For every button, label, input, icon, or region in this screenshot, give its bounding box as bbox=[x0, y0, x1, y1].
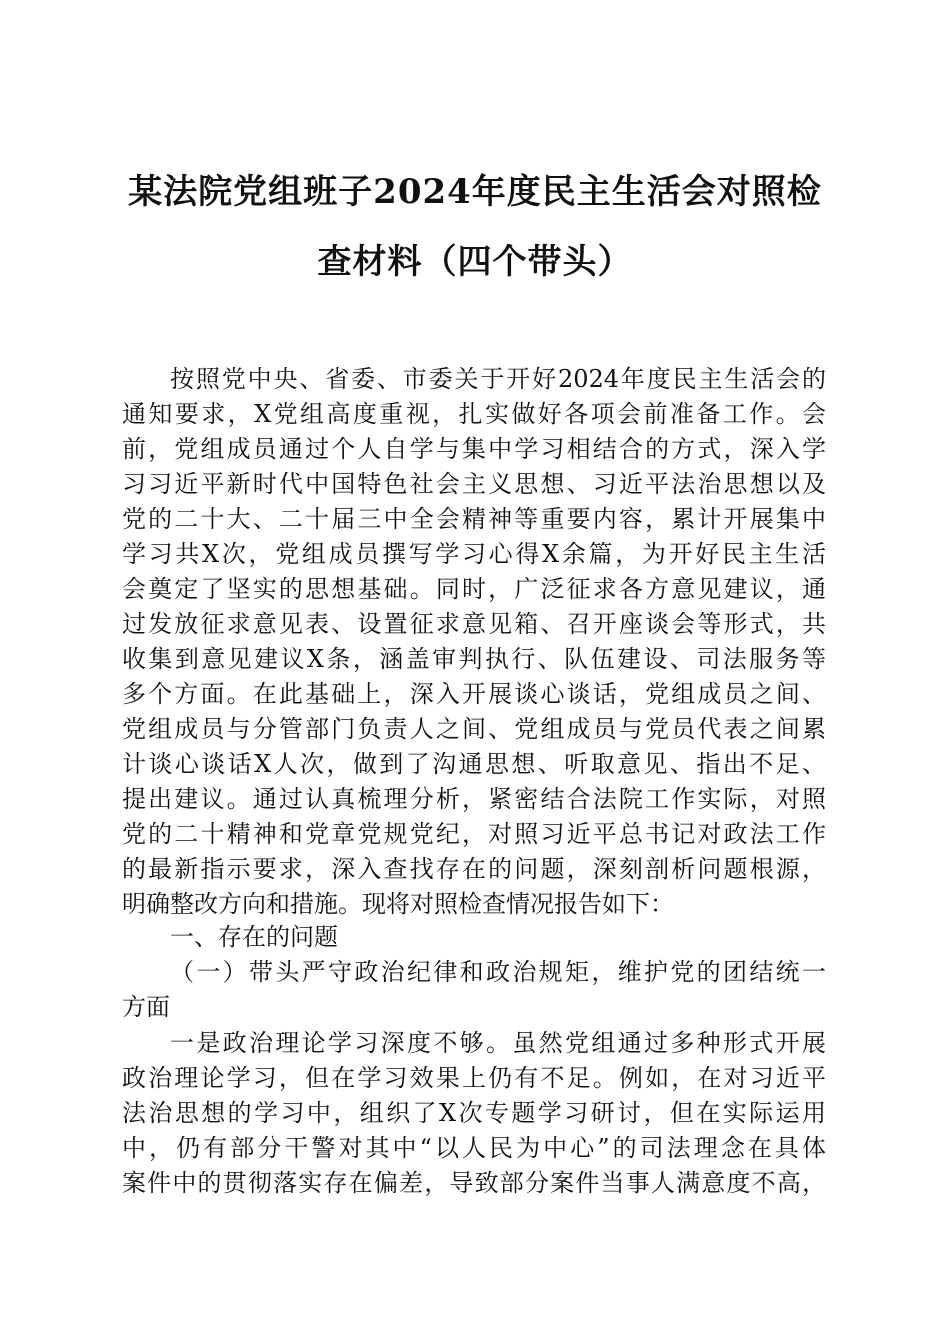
paragraph-line: 学习共X次，党组成员撰写学习心得X余篇，为开好民主生活 bbox=[122, 540, 826, 568]
paragraph-line: 收集到意见建议X条，涵盖审判执行、队伍建设、司法服务等 bbox=[122, 645, 826, 673]
paragraph-line: 政治理论学习，但在学习效果上仍有不足。例如，在对习近平 bbox=[122, 1064, 826, 1092]
paragraph-line: 的最新指示要求，深入查找存在的问题，深刻剖析问题根源， bbox=[122, 855, 826, 883]
document-title-line-1: 某法院党组班子2024年度民主生活会对照检 bbox=[128, 172, 822, 212]
paragraph-line: 计谈心谈话X人次，做到了沟通思想、听取意见、指出不足、 bbox=[122, 750, 826, 778]
paragraph-line: 党的二十精神和党章党规党纪，对照习近平总书记对政法工作 bbox=[122, 820, 826, 848]
paragraph-line: 党的二十大、二十届三中全会精神等重要内容，累计开展集中 bbox=[122, 505, 826, 533]
paragraph-line: 提出建议。通过认真梳理分析，紧密结合法院工作实际，对照 bbox=[122, 785, 826, 813]
paragraph-line: 中，仍有部分干警对其中“以人民为中心”的司法理念在具体 bbox=[122, 1134, 826, 1162]
section-heading: 一、存在的问题 bbox=[170, 923, 338, 951]
paragraph-line: 一是政治理论学习深度不够。虽然党组通过多种形式开展 bbox=[170, 1029, 826, 1057]
subsection-heading-line: （一）带头严守政治纪律和政治规矩，维护党的团结统一 bbox=[170, 958, 826, 986]
paragraph-line: 过发放征求意见表、设置征求意见箱、召开座谈会等形式，共 bbox=[122, 610, 826, 638]
paragraph-line: 习习近平新时代中国特色社会主义思想、习近平法治思想以及 bbox=[122, 470, 826, 498]
paragraph-line: 按照党中央、省委、市委关于开好2024年度民主生活会的 bbox=[170, 365, 826, 393]
paragraph-line: 案件中的贯彻落实存在偏差，导致部分案件当事人满意度不高， bbox=[122, 1169, 826, 1197]
paragraph-line: 会奠定了坚实的思想基础。同时，广泛征求各方意见建议，通 bbox=[122, 575, 826, 603]
subsection-heading-line: 方面 bbox=[122, 993, 170, 1021]
paragraph-line: 法治思想的学习中，组织了X次专题学习研讨，但在实际运用 bbox=[122, 1099, 826, 1127]
paragraph-line: 多个方面。在此基础上，深入开展谈心谈话，党组成员之间、 bbox=[122, 680, 826, 708]
document-title-line-2: 查材料（四个带头） bbox=[317, 242, 633, 282]
paragraph-line: 前，党组成员通过个人自学与集中学习相结合的方式，深入学 bbox=[122, 435, 826, 463]
paragraph-line: 明确整改方向和措施。现将对照检查情况报告如下： bbox=[122, 890, 674, 918]
paragraph-line: 通知要求，X党组高度重视，扎实做好各项会前准备工作。会 bbox=[122, 400, 826, 428]
paragraph-line: 党组成员与分管部门负责人之间、党组成员与党员代表之间累 bbox=[122, 715, 826, 743]
